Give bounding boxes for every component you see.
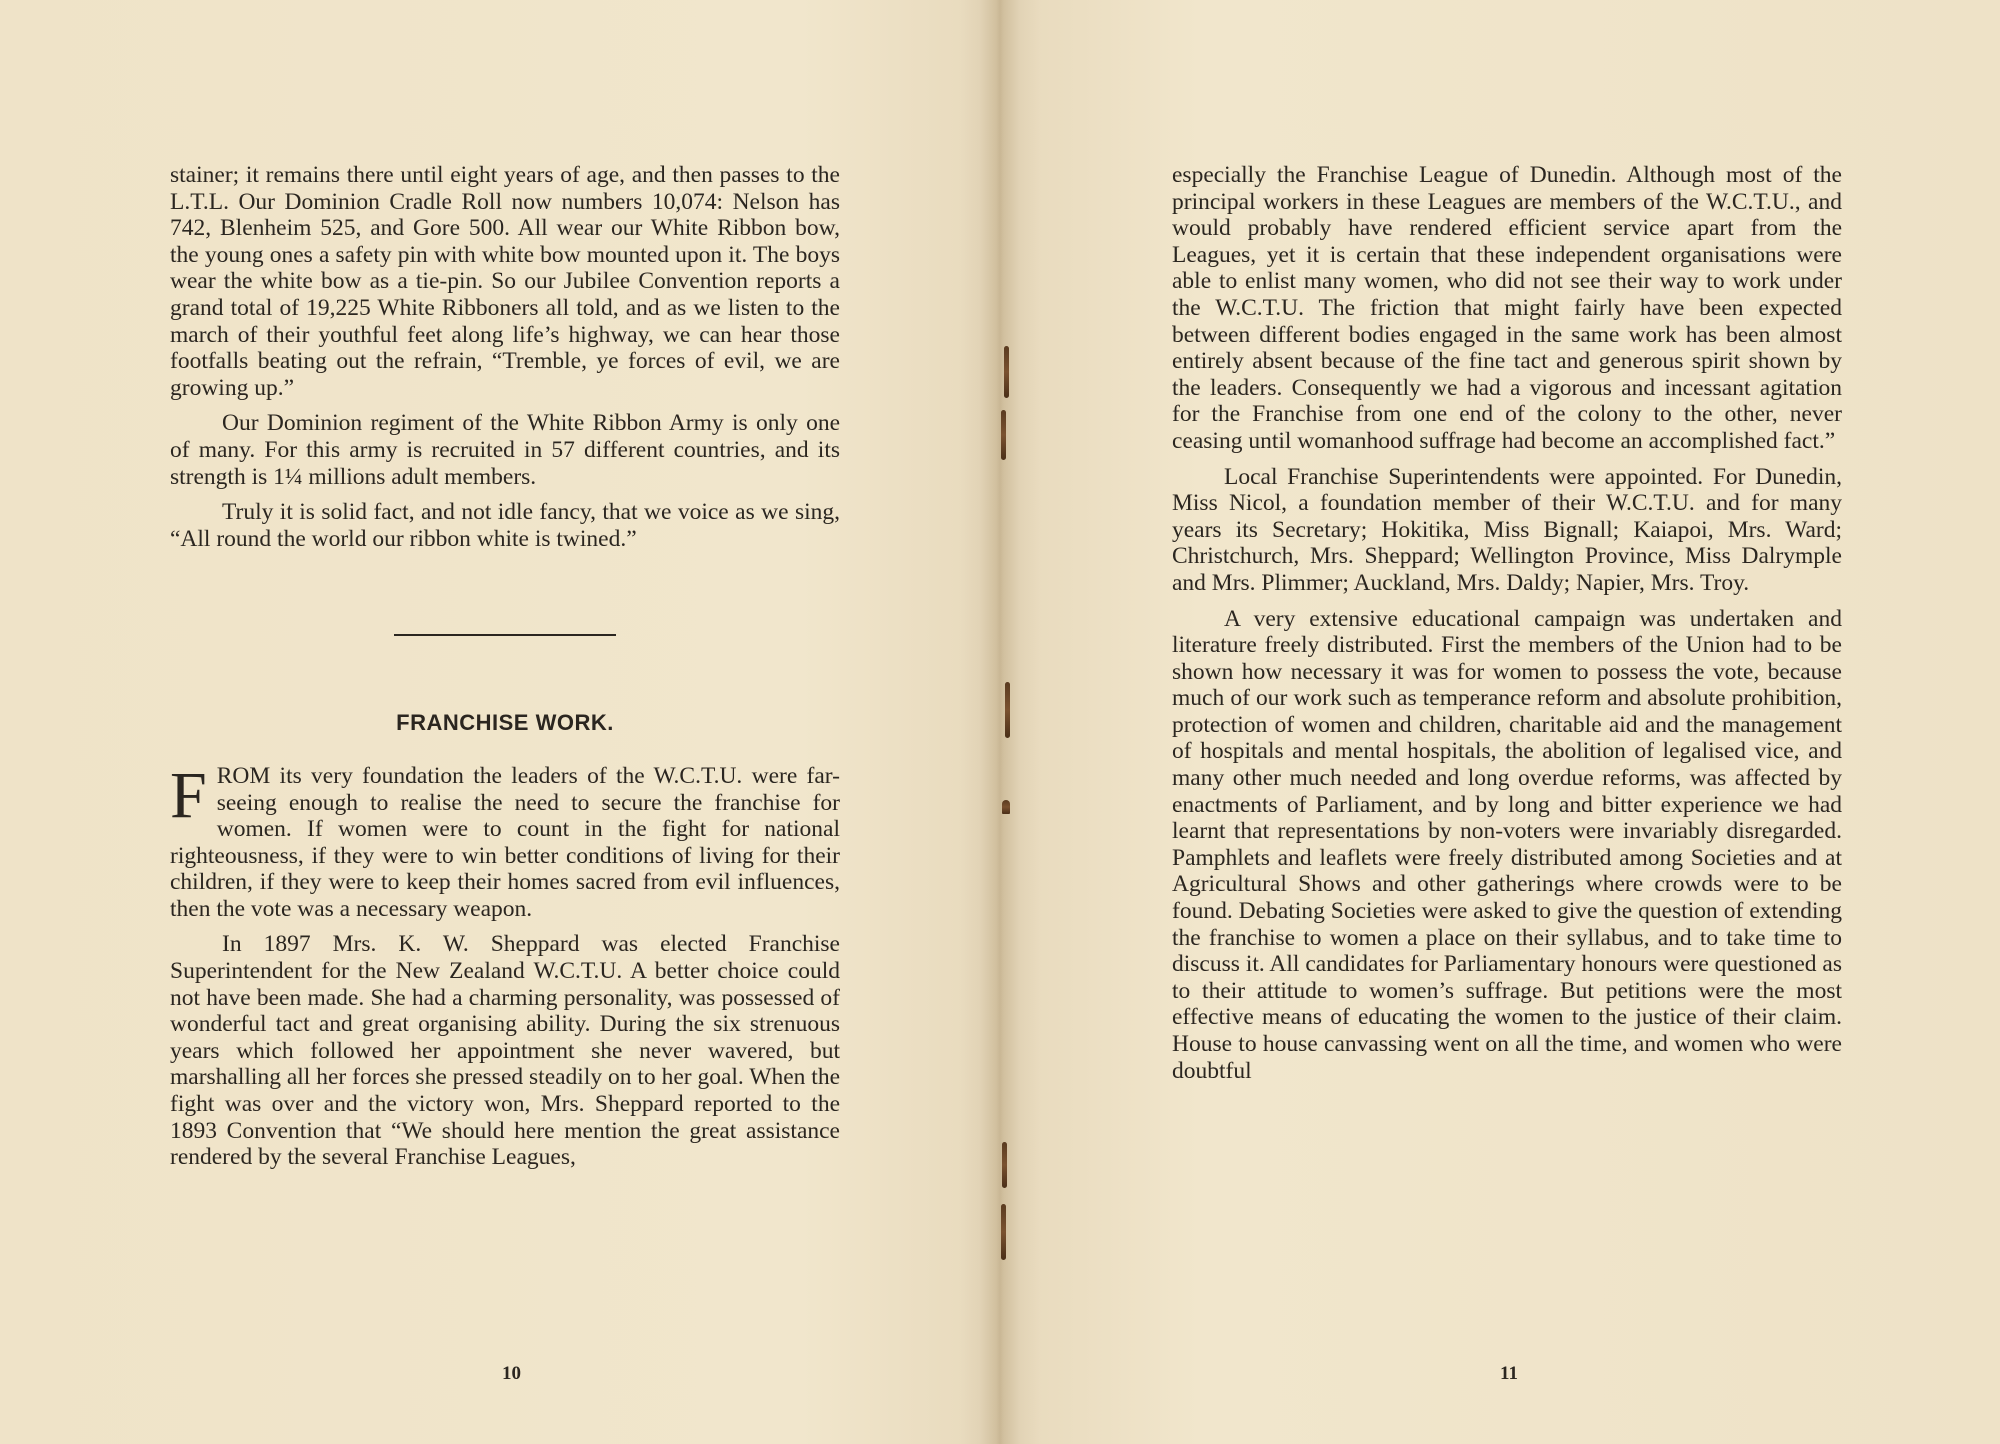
right-page-text	[1172, 162, 1842, 1093]
page-number-right: 11	[1500, 1363, 1518, 1384]
paragraph: Truly it is solid fact, and not idle fancy, that we voice as we sing, “All round the world our ribbon white is twined.”	[170, 499, 840, 552]
section-heading: FRANCHISE WORK.	[396, 710, 614, 736]
gutter-shadow	[960, 0, 1040, 1444]
staple-mark	[1004, 346, 1009, 398]
staple-mark	[1002, 800, 1010, 814]
paragraph: stainer; it remains there until eight years of age, and then passes to the L.T.L. Our Dominion Cradle Roll now numbers 10,074: Nelson has 742, Blenheim 525, and Gore 500. All wear our White Ribbon bow, the young ones a safety pin with white bow mounted upon it. The boys wear the white bow as a tie-pin. So our Jubilee Convention reports a grand total of 19,225 White Ribboners all told, and as we listen to the march of their youthful feet along life’s highway, we can hear those footfalls beating out the refrain, “Tremble, ye forces of evil, we are growing up.”	[170, 162, 840, 401]
section-divider	[394, 634, 616, 636]
page-number-left: 10	[502, 1363, 521, 1384]
drop-cap: F	[170, 758, 207, 832]
dropcap-paragraph	[170, 758, 840, 923]
dropcap-paragraph-text: ROM its very foundation the leaders of the W.C.T.U. were far-seeing enough to realise the need to secure the franchise for women. If women were to count in the fight for national righteousness, if they were to win better conditions of living for their children, if they were to keep their homes sacred from evil influences, then the vote was a necessary weapon.	[170, 762, 840, 922]
staple-mark	[1001, 410, 1006, 460]
paragraph: especially the Franchise League of Dunedin. Although most of the principal workers in these Leagues are members of the W.C.T.U., and would probably have rendered efficient service apart from the Leagues, yet it is certain that these independent organisations were able to enlist many women, who did not see their way to work under the W.C.T.U. The friction that might fairly have been expected between different bodies engaged in the same work has been almost entirely absent because of the fine tact and generous spirit shown by the leaders. Consequently we had a vigorous and incessant agitation for the Franchise from one end of the colony to the other, never ceasing until womanhood suffrage had become an accomplished fact.”	[1172, 162, 1842, 454]
staple-mark	[1005, 682, 1010, 738]
staple-mark	[1001, 1204, 1006, 1260]
paragraph: In 1897 Mrs. K. W. Sheppard was elected Franchise Superintendent for the New Zealand W.C.T.U. A better choice could not have been made. She had a charming personality, was possessed of wonderful tact and great organising ability. During the six strenuous years which followed her appointment she never wavered, but marshalling all her forces she pressed steadily on to her goal. When the fight was over and the victory won, Mrs. Sheppard reported to the 1893 Convention that “We should here mention the great assistance rendered by the several Franchise Leagues,	[170, 931, 840, 1171]
left-page-text	[170, 162, 840, 1180]
paragraph: A very extensive educational campaign was undertaken and literature freely distributed. First the members of the Union had to be shown how necessary it was for women to possess the vote, because much of our work such as temperance reform and absolute prohibition, protection of women and children, charitable aid and the management of hospitals and mental hospitals, the abolition of legalised vice, and many other much needed and long overdue reforms, was affected by enactments of Parliament, and by long and bitter experience we had learnt that representations by non-voters were invariably disregarded. Pamphlets and leaflets were freely distributed among Societies and at Agricultural Shows and other gatherings where crowds were to be found. Debating Societies were asked to give the question of extending the franchise to women a place on their syllabus, and to take time to discuss it. All candidates for Parliamentary honours were questioned as to their attitude to women’s suffrage. But petitions were the most effective means of educating the women to the justice of their claim. House to house canvassing went on all the time, and women who were doubtful	[1172, 605, 1842, 1084]
paragraph: Local Franchise Superintendents were appointed. For Dunedin, Miss Nicol, a foundation member of their W.C.T.U. and for many years its Secretary; Hokitika, Miss Bignall; Kaiapoi, Mrs. Ward; Christchurch, Mrs. Sheppard; Wellington Province, Miss Dalrymple and Mrs. Plimmer; Auckland, Mrs. Daldy; Napier, Mrs. Troy.	[1172, 463, 1842, 596]
paragraph: Our Dominion regiment of the White Ribbon Army is only one of many. For this army is recruited in 57 different countries, and its strength is 1¼ millions adult members.	[170, 410, 840, 490]
staple-mark	[1002, 1142, 1007, 1188]
